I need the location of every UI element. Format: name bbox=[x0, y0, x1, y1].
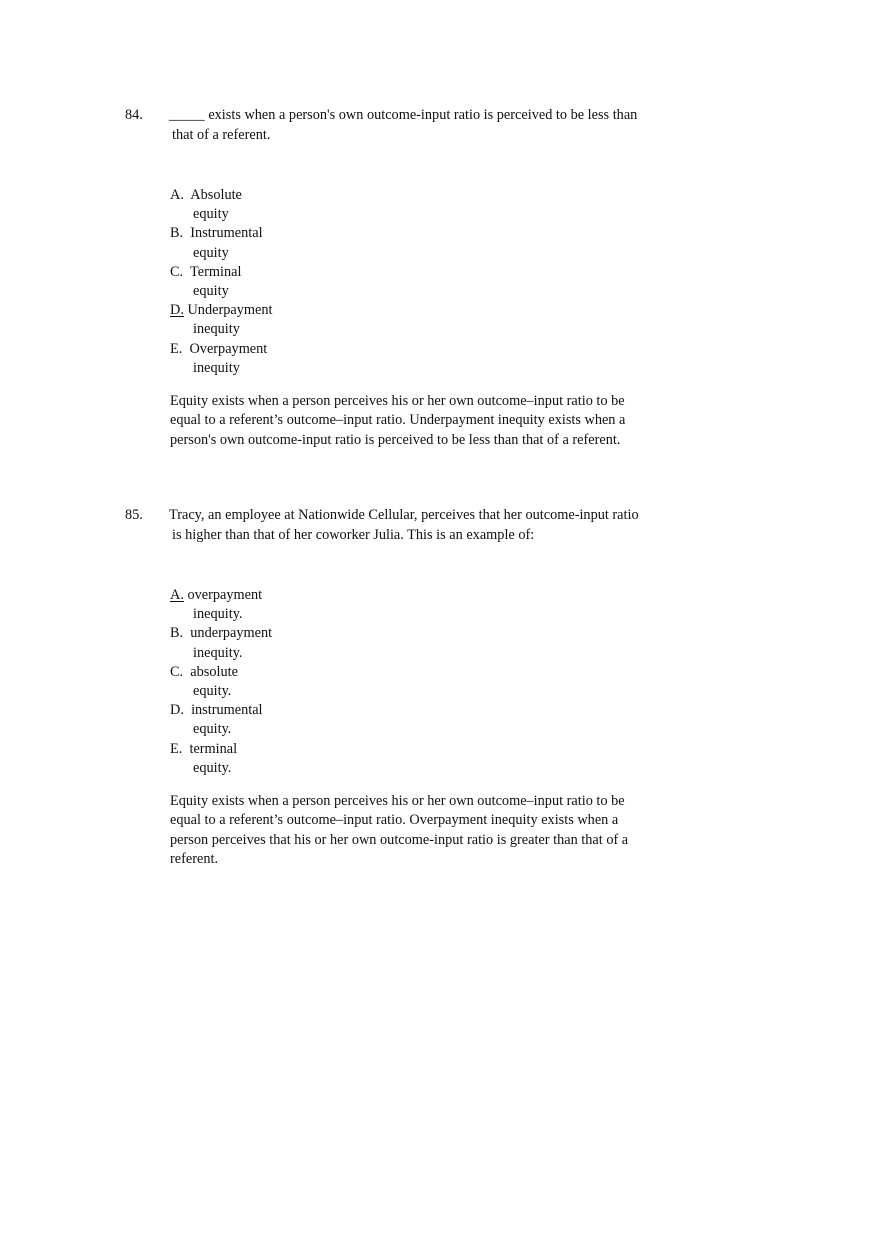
option-letter: D. bbox=[170, 702, 184, 719]
option-letter: B. bbox=[170, 625, 184, 642]
option-text-cont: inequity. bbox=[193, 644, 243, 661]
question-stem: Tracy, an employee at Nationwide Cellular, perceives that her outcome-input ratio is higher than that of her coworker Julia. This is an example of: bbox=[169, 507, 639, 543]
option-text-cont: inequity bbox=[193, 321, 240, 338]
option-text: Instrumental bbox=[190, 225, 263, 242]
option-a[interactable] bbox=[170, 586, 370, 624]
option-letter: E. bbox=[170, 340, 183, 357]
option-text: Absolute bbox=[190, 187, 242, 203]
option-text-cont: equity bbox=[193, 283, 229, 300]
option-text: absolute bbox=[190, 663, 238, 680]
option-text: Overpayment bbox=[189, 340, 268, 357]
option-text-cont: equity. bbox=[193, 683, 232, 700]
option-c[interactable] bbox=[170, 263, 370, 301]
question-number: 85. bbox=[125, 507, 143, 523]
option-text-cont: equity. bbox=[193, 759, 232, 776]
option-e[interactable] bbox=[170, 340, 370, 378]
option-letter-correct: D. bbox=[170, 302, 184, 319]
option-b[interactable] bbox=[170, 224, 370, 262]
question-number: 84. bbox=[125, 107, 143, 123]
option-letter: C. bbox=[170, 663, 184, 680]
option-letter: B. bbox=[170, 225, 184, 242]
option-text: overpayment bbox=[187, 587, 263, 603]
option-c[interactable] bbox=[170, 663, 370, 701]
option-text-cont: inequity. bbox=[193, 606, 243, 623]
option-text: terminal bbox=[189, 740, 238, 757]
option-text: instrumental bbox=[191, 702, 263, 719]
option-text-cont: equity. bbox=[193, 721, 232, 738]
option-text-cont: equity bbox=[193, 244, 229, 261]
option-d[interactable] bbox=[170, 701, 370, 739]
option-text: Terminal bbox=[190, 263, 242, 280]
option-text-cont: inequity bbox=[193, 359, 240, 376]
option-b[interactable] bbox=[170, 624, 370, 662]
option-e[interactable] bbox=[170, 740, 370, 778]
option-letter: E. bbox=[170, 740, 183, 757]
option-letter-correct: A. bbox=[170, 587, 184, 603]
answer-options bbox=[170, 186, 370, 378]
option-d[interactable] bbox=[170, 301, 370, 339]
option-letter: A. bbox=[170, 187, 184, 203]
option-text: Underpayment bbox=[187, 302, 273, 319]
answer-explanation: Equity exists when a person perceives his or her own outcome–input ratio to be equal to a referent’s outcome–input ratio. Underpayment inequity exists when a person's own outcome-input ratio is perceived to be less than that of a referent. bbox=[170, 393, 626, 448]
answer-explanation: Equity exists when a person perceives his or her own outcome–input ratio to be equal to a referent’s outcome–input ratio. Overpayment inequity exists when a person perceives that his or her own outcome-input ratio is greater than that of a referent. bbox=[170, 793, 629, 868]
answer-options bbox=[170, 586, 370, 778]
question-stem: _____ exists when a person's own outcome-input ratio is perceived to be less than that of a referent. bbox=[169, 107, 638, 143]
option-letter: C. bbox=[170, 263, 184, 280]
option-text: underpayment bbox=[190, 625, 273, 642]
option-text-cont: equity bbox=[193, 206, 229, 223]
option-a[interactable] bbox=[170, 186, 370, 224]
